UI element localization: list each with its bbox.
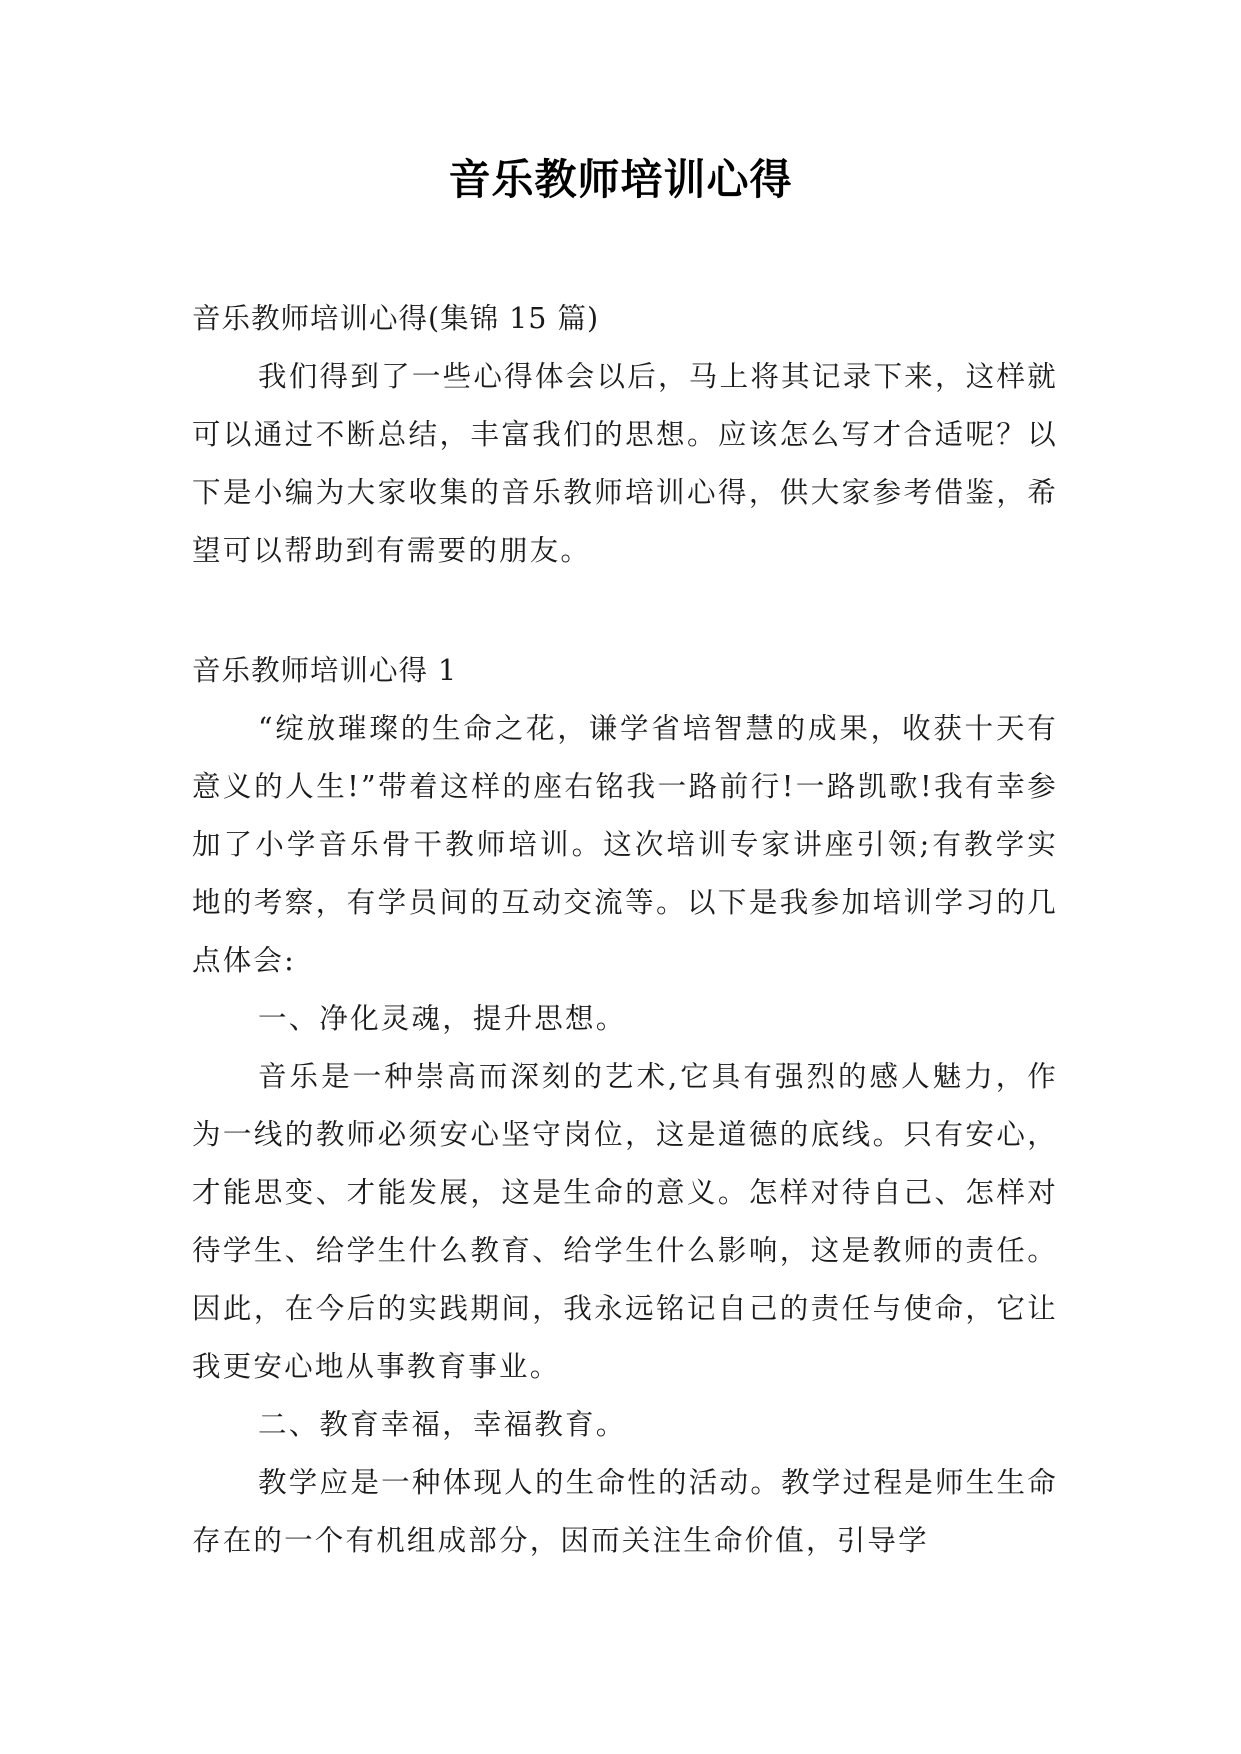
body-paragraph: 音乐是一种崇高而深刻的艺术,它具有强烈的感人魅力，作为一线的教师必须安心坚守岗位，这是道德的底线。只有安心，才能思变、才能发展，这是生命的意义。怎样对待自己、怎样对待学生、给学生什么教育、给学生什么影响，这是教师的责任。因此，在今后的实践期间，我永远铭记自己的责任与使命，它让我更安心地从事教育事业。 bbox=[192, 1060, 1058, 1383]
section-spacer bbox=[192, 580, 1058, 642]
document-title: 音乐教师培训心得 bbox=[448, 155, 793, 204]
subsection-heading: 二、教育幸福，幸福教育。 bbox=[258, 1408, 627, 1441]
subsection-heading: 一、净化灵魂，提升思想。 bbox=[258, 1002, 627, 1035]
section-heading: 音乐教师培训心得 1 bbox=[192, 654, 458, 687]
body-paragraph: 教学应是一种体现人的生命性的活动。教学过程是师生生命存在的一个有机组成部分，因而关注生命价值，引导学 bbox=[192, 1466, 1058, 1557]
document-body bbox=[192, 290, 1058, 1570]
document-subtitle: 音乐教师培训心得(集锦 15 篇) bbox=[192, 302, 600, 335]
body-paragraph: “绽放璀璨的生命之花，谦学省培智慧的成果，收获十天有意义的人生!”带着这样的座右铭我一路前行!一路凯歌!我有幸参加了小学音乐骨干教师培训。这次培训专家讲座引领;有教学实地的考察，有学员间的互动交流等。以下是我参加培训学习的几点体会: bbox=[192, 712, 1058, 977]
intro-paragraph: 我们得到了一些心得体会以后，马上将其记录下来，这样就可以通过不断总结，丰富我们的思想。应该怎么写才合适呢？以下是小编为大家收集的音乐教师培训心得，供大家参考借鉴，希望可以帮助到有需要的朋友。 bbox=[192, 360, 1058, 567]
